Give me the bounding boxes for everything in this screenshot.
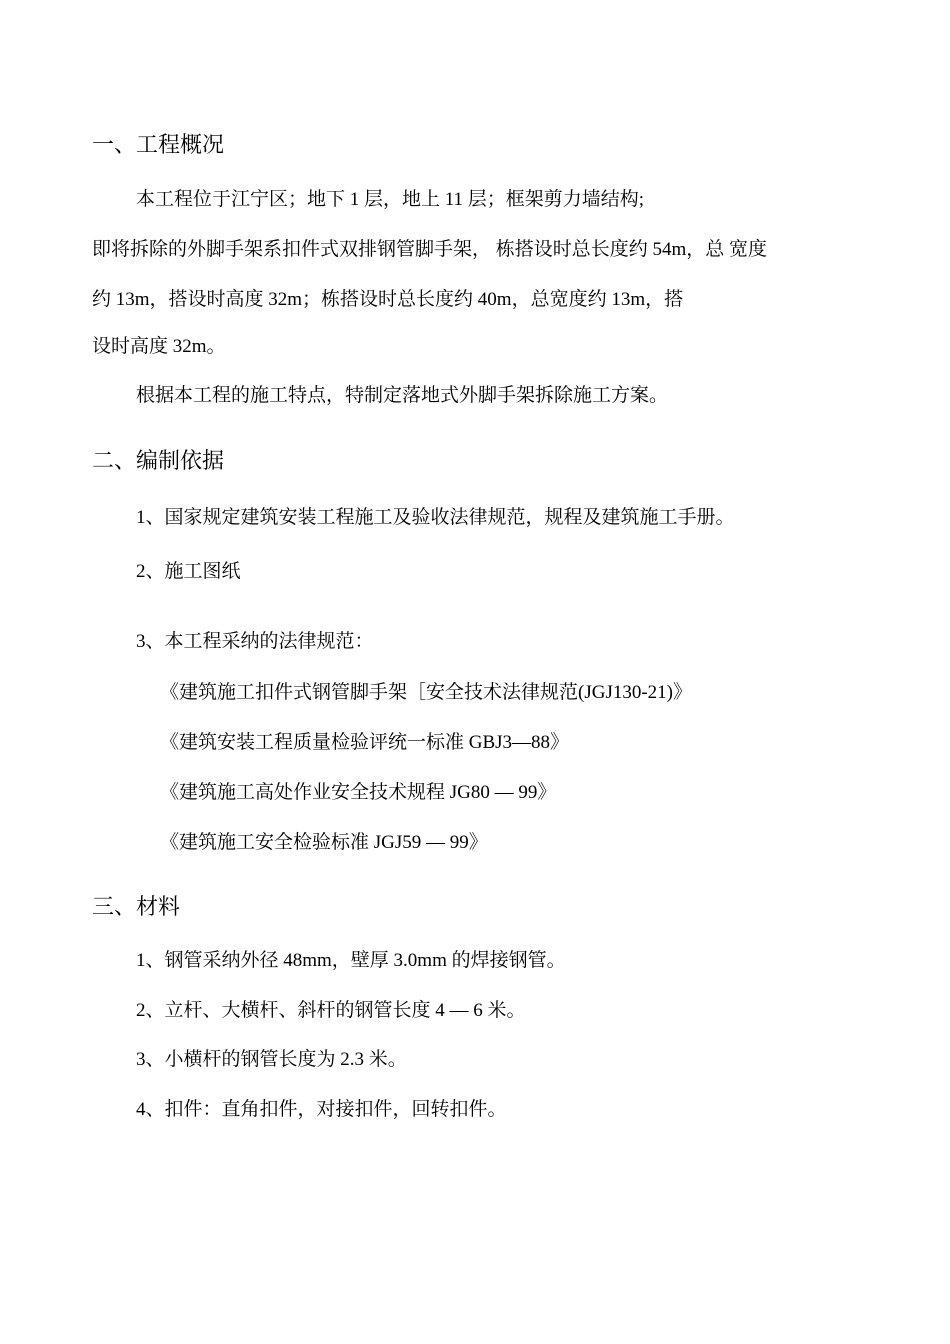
- section-1-paragraph-2-line-2: 约 13m，搭设时高度 32m；栋搭设时总长度约 40m，总宽度约 13m，搭: [92, 289, 684, 310]
- standard-item: 《建筑施工安全检验标准 JGJ59 — 99》: [160, 832, 488, 853]
- section-2-item-2: 2、施工图纸: [136, 561, 241, 582]
- standard-item: 《建筑施工扣件式钢管脚手架［安全技术法律规范(JGJ130-21)》: [160, 682, 692, 703]
- section-2-item-3: 3、本工程采纳的法律规范：: [136, 631, 374, 652]
- section-2-heading: 二、编制依据: [92, 448, 225, 473]
- material-item: 3、小横杆的钢管长度为 2.3 米。: [136, 1049, 407, 1070]
- standard-item: 《建筑安装工程质量检验评统一标准 GBJ3—88》: [160, 732, 570, 753]
- section-1-paragraph-2-line-1: 即将拆除的外脚手架系扣件式双排钢管脚手架， 栋搭设时总长度约 54m，总 宽度: [92, 239, 768, 260]
- section-1-paragraph-1: 本工程位于江宁区；地下 1 层，地上 11 层；框架剪力墙结构;: [136, 189, 645, 210]
- material-item: 4、扣件：直角扣件，对接扣件，回转扣件。: [136, 1099, 507, 1120]
- material-item: 2、立杆、大横杆、斜杆的钢管长度 4 — 6 米。: [136, 1000, 526, 1021]
- section-1-paragraph-3: 根据本工程的施工特点，特制定落地式外脚手架拆除施工方案。: [136, 385, 669, 406]
- standard-item: 《建筑施工高处作业安全技术规程 JG80 — 99》: [160, 782, 557, 803]
- material-item: 1、钢管采纳外径 48mm，壁厚 3.0mm 的焊接钢管。: [136, 950, 566, 971]
- section-1-heading: 一、工程概况: [92, 132, 225, 157]
- section-3-heading: 三、材料: [92, 894, 181, 919]
- section-2-item-1: 1、国家规定建筑安装工程施工及验收法律规范，规程及建筑施工手册。: [136, 507, 735, 528]
- section-1-paragraph-2-line-3: 设时高度 32m。: [92, 336, 226, 357]
